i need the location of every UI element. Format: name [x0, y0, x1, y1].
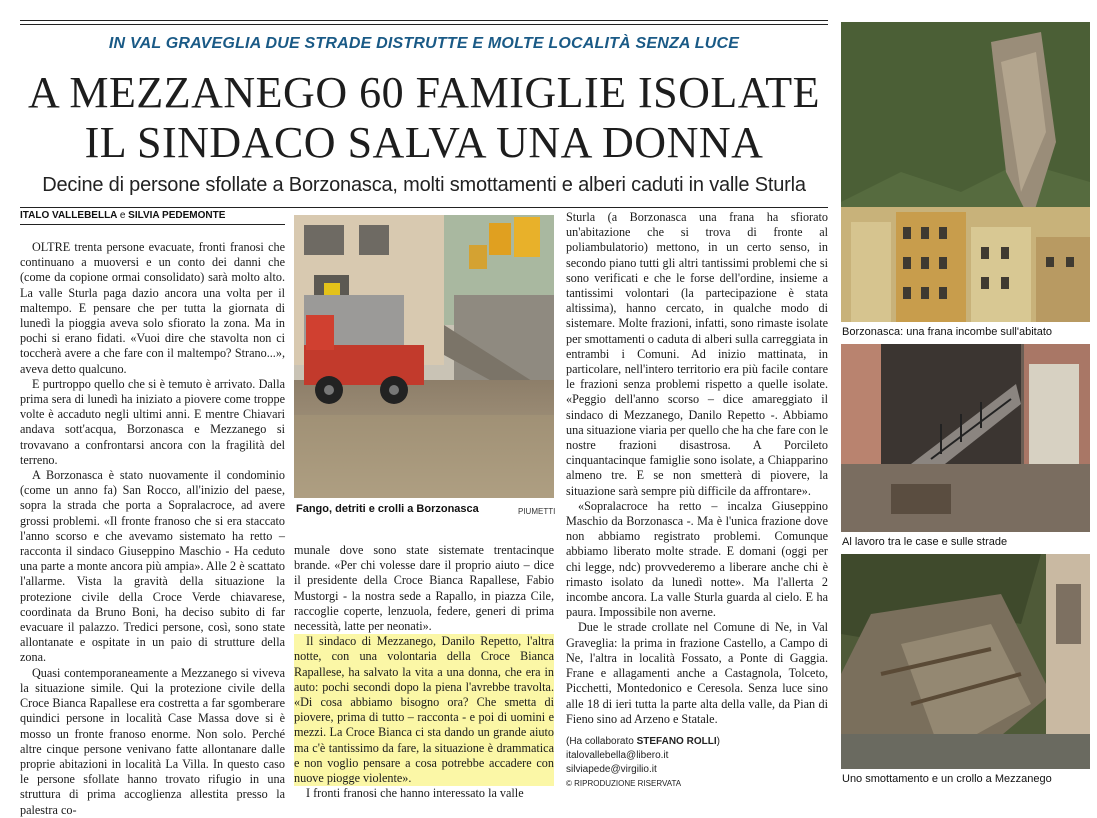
paragraph: Sturla (a Borzonasca una frana ha sfiorato un'abitazione che si trova di fronte al poliambulatorio) mettono, in un certo senso, in secondo piano tutti gli altri tantissimi problemi che si sono verificati e che le forse dell'ordine, insieme a tantissimi volontari (la partecipazione è stata altissima), hanno cercato, in qualche modo di sistemare. Molte frazioni, infatti, sono rimaste isolate per smottamenti o caduta di alberi sulla carreggiata in entrambi i Comuni. Ad inizio mattinata, in particolare, nell'intero territorio era più facile contare le frazioni senza problemi rispetto a quelle isolate. «Peggio dell'anno scorso – dice amareggiato il sindaco di Mezzanego, Danilo Repetto -. Abbiamo una situazione viaria per quello che ha che fare con le nostre frazioni disastrosa. A Porcileto cinquantacinque famiglie sono isolate, a Chiapparino almeno tre. E se non smetterà di piovere, la situazione sarà sempre più difficile da affrontare».	[566, 210, 828, 498]
photo-caption-collapse: Uno smottamento e un crollo a Mezzanego	[842, 773, 1052, 785]
photo-borzonasca-landslide	[841, 22, 1090, 322]
article-column-2	[294, 543, 554, 805]
headline-line-2: IL SINDACO SALVA UNA DONNA	[84, 118, 764, 167]
byline-underline	[20, 224, 285, 225]
byline	[20, 210, 225, 221]
byline-rule	[20, 207, 828, 208]
photo-caption-work: Al lavoro tra le case e sulle strade	[842, 536, 1008, 548]
paragraph: Quasi contemporaneamente a Mezzanego si viveva la situazione simile. Qui la protezione civile della Croce Bianca Rapallese era costretta a far sgomberare quindici persone in località Case Massa dove si è mosso un fronte franoso enorme. Non solo. Perché altre cinque persone venivano fatte allontanare dalle proprie abitazioni in località La Villa. In questo caso le persone sfollate hanno trovato rifugio in una struttura di prima accoglienza allestita presso la palestra co-	[20, 665, 285, 817]
article-column-3	[566, 210, 828, 733]
paragraph: OLTRE trenta persone evacuate, fronti franosi che continuano a muoversi e un conto dei danni che (come da copione ormai consolidato) sarà molto alto. La valle Sturla paga dazio ancora una volta per il maltempo. E pensare che per tutta la giornata di lunedì la pioggia aveva solo sfiorato la zona. Ma in pochi si erano fidati. «Vuoi dire che stavolta non ci toccherà avere a che fare con il maltempo? Strano...», aveva detto qualcuno.	[20, 240, 285, 376]
paragraph: I fronti franosi che hanno interessato la valle	[306, 786, 524, 801]
photo-borzonasca-truck	[294, 215, 554, 498]
paragraph: munale dove sono state sistemate trentacinque brande. «Per chi volesse dare il proprio aiuto – dice il presidente della Croce Bianca Rapallese, Fabio Mustorgi - la nostra sede a Rapallo, in piazza Cile, raccoglie coperte, lenzuola, federe, generi di prima necessità, latte per neonati».	[294, 543, 554, 634]
paragraph: Due le strade crollate nel Comune di Ne, in Val Graveglia: la prima in frazione Castello, a Campo di Ne, l'altra in località Fossato, a Ponte di Gaggia. Frane e allagamenti anche a Castagnola, Tolceto, Picchetti, Montedonico e Ceresola. Senza luce sino alle 18 di ieri tutta la parte alta della valle, da Pian di Fieno sino ad Arzeno e Statale.	[566, 620, 828, 726]
paragraph: E purtroppo quello che si è temuto è arrivato. Dalla prima sera di lunedì ha iniziato a piovere come troppe volte è accaduto negli ultimi anni. E mentre Chiavari andava sott'acqua, Borzonasca e Mezzanego si trovavano a confrontarsi ancora con la fragilità del terreno.	[20, 376, 285, 467]
copyright-notice: © RIPRODUZIONE RISERVATA	[566, 779, 682, 788]
headline-line-1: A MEZZANEGO 60 FAMIGLIE ISOLATE	[28, 68, 820, 117]
author-2: SILVIA PEDEMONTE	[128, 210, 226, 221]
article-column-1	[20, 240, 285, 817]
email-1: italovallebella@libero.it	[566, 750, 669, 761]
collaboration-line: (Ha collaborato STEFANO ROLLI)	[566, 736, 720, 747]
highlighted-paragraph: Il sindaco di Mezzanego, Danilo Repetto, l'altra notte, con una volontaria della Croce Bianca Rapallese, ha salvato la vita a una donna, che era in auto: pochi secondi dopo la piena l'avrebbe travolta. «Di cosa abbiamo bisogno ora? Che smetta di piovere, prima di tutto – racconta - e poi di uomini e mezzi. La Croce Bianca ci sta dando un grande aiuto ma c'è tantissimo da fare, la situazione è drammatica e non voglio pensare a cosa potrebbe accadere con nuove piogge violente».	[294, 634, 554, 786]
photo-caption-landslide: Borzonasca: una frana incombe sull'abitato	[842, 326, 1053, 338]
top-rule-2	[20, 24, 828, 25]
top-rule	[20, 20, 828, 21]
photo-work-between-houses	[841, 344, 1090, 532]
email-2: silviapede@virgilio.it	[566, 764, 657, 775]
subheadline: Decine di persone sfollate a Borzonasca, molti smottamenti e alberi caduti in valle Sturla	[42, 174, 806, 196]
photo-collapse-image	[841, 554, 1090, 769]
photo-landslide-image	[841, 22, 1090, 322]
kicker: IN VAL GRAVEGLIA DUE STRADE DISTRUTTE E MOLTE LOCALITÀ SENZA LUCE	[108, 35, 740, 52]
paragraph: «Sopralacroce ha retto – incalza Giuseppino Maschio da Borzonasca -. Ma è l'unica frazione dove non abbiamo registrato problemi. Comunque abbiamo liberato molte strade. E domani (oggi per chi legge, ndc) provvederemo a liberare anche chi è rimasto isolato da lunedì notte». Ma l'allerta 2 incombe ancora. La valle Sturla guarda al cielo. E ha paura. Impossibile non averne.	[566, 498, 828, 620]
article-footer	[566, 735, 828, 791]
photo-credit: PIUMETTI	[518, 507, 556, 516]
photo-stairs-image	[841, 344, 1090, 532]
photo-caption: Fango, detriti e crolli a Borzonasca	[296, 503, 479, 515]
photo-borzonasca-truck-image	[294, 215, 554, 498]
author-1: ITALO VALLEBELLA	[20, 210, 118, 221]
photo-mezzanego-collapse	[841, 554, 1090, 769]
paragraph: A Borzonasca è stato nuovamente il condominio (come un anno fa) San Rocco, all'inizio del paese, sopra la strada che porta a Sopralacroce, ad avere grossi problemi. «Il fronte franoso che si era staccato l'anno scorso e che avevamo sistemato ha retto – racconta il sindaco Giuseppino Maschio - Ha ceduto una parte a monte ancora più ampia». Alle 2 è scattato l'allarme. Vista la gravità della situazione la protezione civile della Croce Verde chiavarese, coordinata da Bruno Boni, ha deciso subito di far evacuare il palazzo. Tredici persone, così, sono state allontanate e ospitate in un paio di strutture della zona.	[20, 468, 285, 665]
byline-conjunction: e	[119, 210, 126, 221]
